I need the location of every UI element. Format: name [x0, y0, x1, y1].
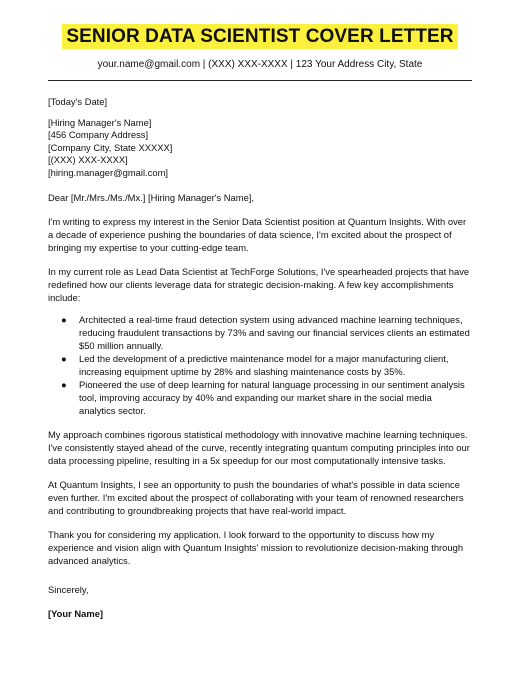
- recipient-email: [hiring.manager@gmail.com]: [48, 166, 168, 178]
- bullet-text: Architected a real-time fraud detection system using advanced machine learning techniques, reducing fraudulent transactions by 73% and saving our financial services clients an estimated $50 million annually.: [79, 314, 470, 352]
- intro-paragraph: I'm writing to express my interest in the Senior Data Scientist position at Quantum Insights. With over a decade of experience pushing the boundaries of data science, I'm excited about the prospect of bringing my expertise to your cutting-edge team.: [48, 216, 467, 254]
- bullet-icon: ●: [61, 353, 67, 365]
- signature-name: [Your Name]: [48, 608, 104, 620]
- title-area: [0, 0, 520, 49]
- recipient-name: [Hiring Manager's Name]: [48, 117, 152, 128]
- closing-paragraph: Thank you for considering my application. I look forward to the opportunity to discuss how my experience and vision align with Quantum Insights' mission to revolutionize decision-making through advanced analytics.: [48, 529, 464, 567]
- opportunity-paragraph: At Quantum Insights, I see an opportunity to push the boundaries of what's possible in data science even further. I'm excited about the prospect of collaborating with your team of renowned researchers and contributing to groundbreaking projects that have real-world impact.: [48, 479, 464, 517]
- approach-paragraph: My approach combines rigorous statistical methodology with innovative machine learning techniques. I've consistently stayed ahead of the curve, recently integrating quantum computing principles into our data processing pipeline, resulting in a 5x speedup for our most computationally intensive tasks.: [48, 429, 470, 467]
- recipient-company-address: [456 Company Address]: [48, 129, 149, 141]
- greeting: Dear [Mr./Mrs./Ms./Mx.] [Hiring Manager's Name],: [48, 192, 254, 204]
- bullet-text: Led the development of a predictive maintenance model for a major manufacturing client, increasing equipment uptime by 28% and slashing maintenance costs by 35%.: [79, 353, 449, 378]
- letter-date: [Today's Date]: [48, 96, 108, 107]
- list-item: [48, 378, 470, 417]
- recipient-city-state: [Company City, State XXXXX]: [48, 141, 173, 153]
- current-role-paragraph: In my current role as Lead Data Scientist at TechForge Solutions, I've spearheaded projects that have redefined how our clients leverage data for strategic decision-making. A few key accomplishments include:: [48, 266, 470, 304]
- bullet-icon: ●: [61, 379, 67, 391]
- list-item: [48, 352, 470, 378]
- page-title: SENIOR DATA SCIENTIST COVER LETTER: [62, 24, 457, 49]
- bullet-icon: ●: [61, 314, 67, 326]
- accomplishments-list: [48, 313, 470, 417]
- recipient-phone: [(XXX) XXX-XXXX]: [48, 154, 128, 166]
- letter-body: [48, 95, 470, 620]
- header-divider: [48, 80, 472, 81]
- recipient-address: [48, 117, 470, 179]
- signoff: Sincerely,: [48, 584, 89, 596]
- list-item: [48, 313, 470, 352]
- contact-line: your.name@gmail.com | (XXX) XXX-XXXX | 123 Your Address City, State: [97, 59, 423, 70]
- bullet-text: Pioneered the use of deep learning for natural language processing in our sentiment analysis tool, improving accuracy by 40% and expanding our market share in the social media analytics sector.: [79, 379, 465, 417]
